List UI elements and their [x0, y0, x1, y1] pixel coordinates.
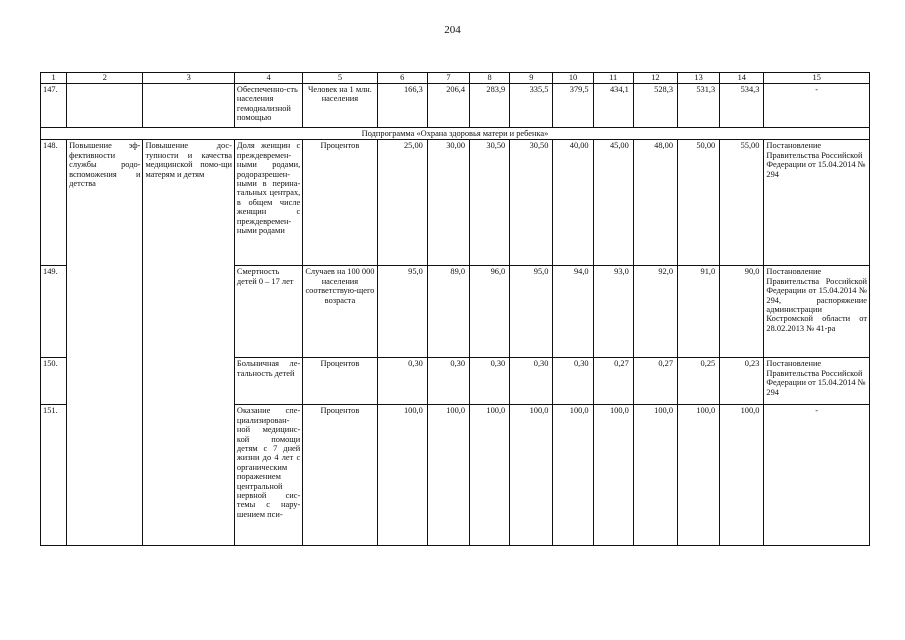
column-header: 13: [678, 73, 720, 84]
value-cell: 50,00: [678, 140, 720, 266]
indicator-cell: Обеспеченно-сть населения гемодиализной помощью: [234, 84, 302, 128]
value-cell: 0,25: [678, 358, 720, 405]
value-cell: 206,4: [427, 84, 469, 128]
column-header: 3: [143, 73, 234, 84]
table-row-148: [41, 140, 870, 266]
value-cell: 0,30: [470, 358, 510, 405]
value-cell: 100,0: [427, 405, 469, 546]
value-cell: 434,1: [593, 84, 633, 128]
table-row-150: [41, 358, 870, 405]
value-cell: 30,50: [470, 140, 510, 266]
value-cell: 40,00: [553, 140, 593, 266]
unit-cell: Человек на 1 млн. населения: [303, 84, 377, 128]
row-number: 151.: [41, 405, 67, 546]
value-cell: 0,30: [553, 358, 593, 405]
value-cell: 100,0: [510, 405, 553, 546]
column-header: 8: [470, 73, 510, 84]
column-header: 5: [303, 73, 377, 84]
value-cell: 0,27: [633, 358, 677, 405]
task-cell: [143, 84, 234, 128]
column-header: 10: [553, 73, 593, 84]
task-cell: [143, 266, 234, 358]
value-cell: 379,5: [553, 84, 593, 128]
indicators-table: [40, 72, 870, 546]
value-cell: 95,0: [510, 266, 553, 358]
value-cell: 0,30: [510, 358, 553, 405]
value-cell: 0,30: [377, 358, 427, 405]
table-row-147: [41, 84, 870, 128]
value-cell: 30,00: [427, 140, 469, 266]
goal-cell: [67, 266, 143, 358]
column-header: 11: [593, 73, 633, 84]
task-cell: [143, 405, 234, 546]
value-cell: 95,0: [377, 266, 427, 358]
value-cell: 89,0: [427, 266, 469, 358]
indicator-cell: Смертность детей 0 – 17 лет: [234, 266, 302, 358]
row-number: 149.: [41, 266, 67, 358]
value-cell: 100,0: [470, 405, 510, 546]
indicator-cell: Больничная ле-тальность детей: [234, 358, 302, 405]
value-cell: 91,0: [678, 266, 720, 358]
value-cell: 100,0: [553, 405, 593, 546]
value-cell: 92,0: [633, 266, 677, 358]
task-cell: Повышение дос-тупности и качества медицинской помо-щи матерям и детям: [143, 140, 234, 266]
value-cell: 94,0: [553, 266, 593, 358]
indicator-cell: Оказание спе-циализирован-ной медицинс-кой помощи детям с 7 дней жизни до 4 лет с органическим поражением центральной нервной сис-темы с нару-шением пси-: [234, 405, 302, 546]
goal-cell: Повышение эф-фективности службы родо-вспоможения и детства: [67, 140, 143, 266]
value-cell: 96,0: [470, 266, 510, 358]
goal-cell: [67, 84, 143, 128]
basis-cell: Постановление Правительства Российской Федерации от 15.04.2014 № 294: [764, 358, 870, 405]
column-number-row: [41, 73, 870, 84]
value-cell: 25,00: [377, 140, 427, 266]
value-cell: 48,00: [633, 140, 677, 266]
value-cell: 166,3: [377, 84, 427, 128]
value-cell: 0,23: [720, 358, 764, 405]
subprogram-row: [41, 128, 870, 140]
table-row-149: [41, 266, 870, 358]
value-cell: 100,0: [593, 405, 633, 546]
column-header: 2: [67, 73, 143, 84]
task-cell: [143, 358, 234, 405]
basis-cell: -: [764, 84, 870, 128]
column-header: 4: [234, 73, 302, 84]
value-cell: 30,50: [510, 140, 553, 266]
value-cell: 534,3: [720, 84, 764, 128]
value-cell: 100,0: [633, 405, 677, 546]
column-header: 12: [633, 73, 677, 84]
basis-cell: Постановление Правительства Российской Федерации от 15.04.2014 № 294: [764, 140, 870, 266]
unit-cell: Процентов: [303, 140, 377, 266]
unit-cell: Случаев на 100 000 населения соответствую-щего возраста: [303, 266, 377, 358]
column-header: 14: [720, 73, 764, 84]
goal-cell: [67, 405, 143, 546]
value-cell: 90,0: [720, 266, 764, 358]
column-header: 6: [377, 73, 427, 84]
subprogram-title: Подпрограмма «Охрана здоровья матери и ребенка»: [41, 128, 870, 140]
column-header: 7: [427, 73, 469, 84]
indicator-cell: Доля женщин с преждевремен-ными родами, родоразрешен-ными в перина-тальных центрах, в общем числе женщин с преждевремен-ными родами: [234, 140, 302, 266]
value-cell: 335,5: [510, 84, 553, 128]
row-number: 147.: [41, 84, 67, 128]
row-number: 150.: [41, 358, 67, 405]
table-row-151: [41, 405, 870, 546]
value-cell: 100,0: [377, 405, 427, 546]
value-cell: 100,0: [678, 405, 720, 546]
value-cell: 283,9: [470, 84, 510, 128]
value-cell: 55,00: [720, 140, 764, 266]
column-header: 1: [41, 73, 67, 84]
basis-cell: -: [764, 405, 870, 546]
value-cell: 100,0: [720, 405, 764, 546]
unit-cell: Процентов: [303, 358, 377, 405]
column-header: 15: [764, 73, 870, 84]
value-cell: 0,27: [593, 358, 633, 405]
value-cell: 528,3: [633, 84, 677, 128]
basis-cell: Постановление Правительства Российской Федерации от 15.04.2014 № 294, распоряжение администрации Костромской области от 28.02.2013 № 41-ра: [764, 266, 870, 358]
column-header: 9: [510, 73, 553, 84]
value-cell: 531,3: [678, 84, 720, 128]
page-number: 204: [444, 24, 461, 36]
value-cell: 93,0: [593, 266, 633, 358]
unit-cell: Процентов: [303, 405, 377, 546]
row-number: 148.: [41, 140, 67, 266]
goal-cell: [67, 358, 143, 405]
value-cell: 0,30: [427, 358, 469, 405]
value-cell: 45,00: [593, 140, 633, 266]
